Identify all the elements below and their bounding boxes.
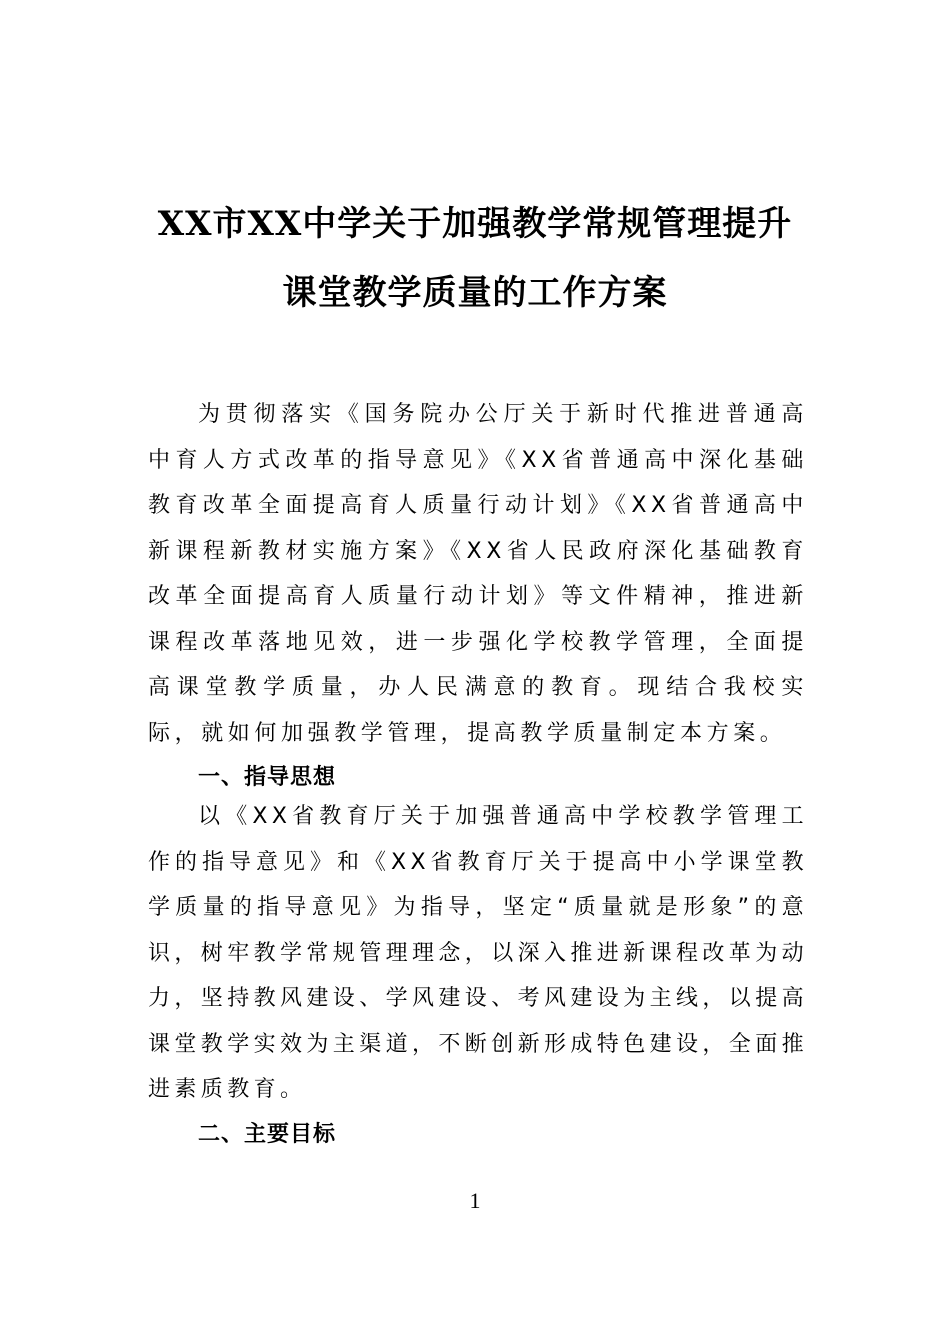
section-heading-guiding-ideology: 一、指导思想 — [198, 765, 337, 790]
document-title-line-2: 课堂教学质量的工作方案 — [282, 273, 668, 313]
guiding-ideology-paragraph: 以《XX省教育厅关于加强普通高中学校教学管理工作的指导意见》和《XX省教育厅关于提高中小学课堂教学质量的指导意见》为指导，坚定“质量就是形象”的意识，树牢教学常规管理理念，以深入推进新课程改革为动力，坚持教风建设、学风建设、考风建设为主线，以提高课堂教学实效为主渠道，不断创新形成特色建设，全面推进素质教育。 — [148, 804, 809, 1102]
intro-paragraph: 为贯彻落实《国务院办公厅关于新时代推进普通高中育人方式改革的指导意见》《XX省普通高中深化基础教育改革全面提高育人质量行动计划》《XX省普通高中新课程新教材实施方案》《XX省人民政府深化基础教育改革全面提高育人质量行动计划》等文件精神，推进新课程改革落地见效，进一步强化学校教学管理，全面提高课堂教学质量，办人民满意的教育。现结合我校实际，就如何加强教学管理，提高教学质量制定本方案。 — [148, 402, 808, 746]
section-heading-main-goals: 二、主要目标 — [198, 1122, 337, 1147]
page-number: 1 — [469, 1188, 481, 1213]
document-title-line-1: XX市XX中学关于加强教学常规管理提升 — [157, 204, 793, 244]
